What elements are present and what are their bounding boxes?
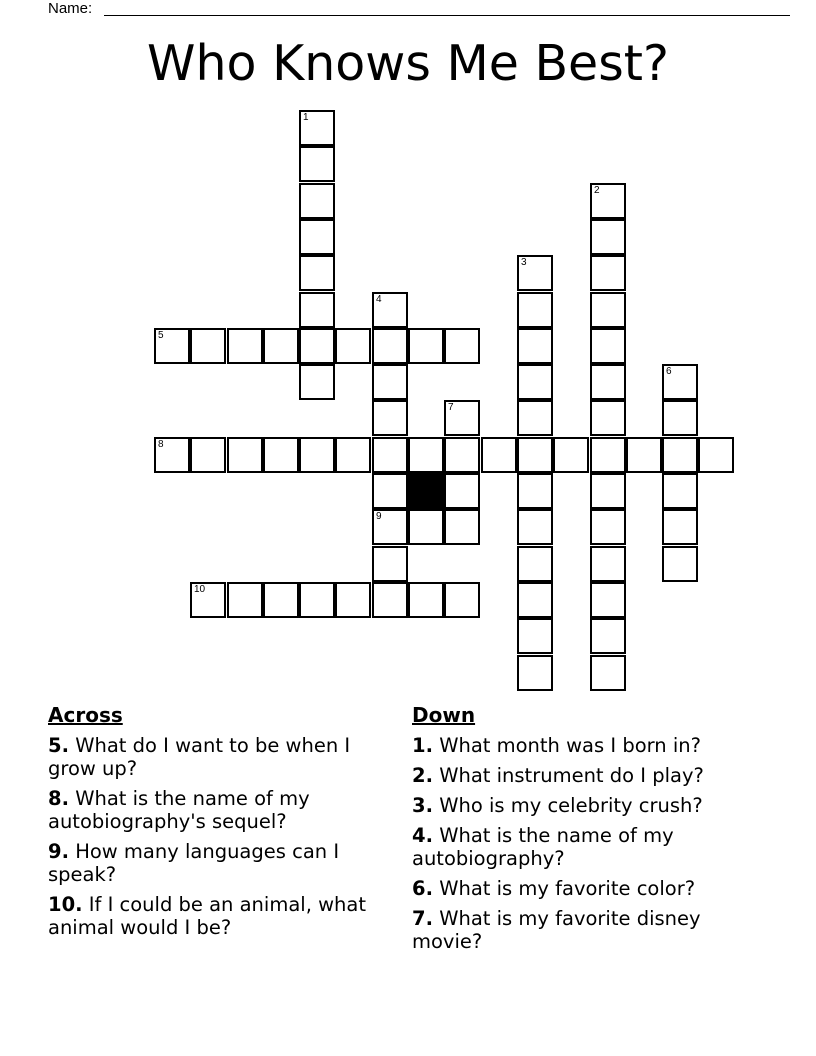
grid-cell[interactable] xyxy=(299,183,335,219)
grid-cell[interactable] xyxy=(517,582,553,618)
grid-cell[interactable] xyxy=(590,219,626,255)
clue-number: 3. xyxy=(412,794,433,817)
clue-text: What instrument do I play? xyxy=(439,764,704,787)
grid-cell[interactable] xyxy=(444,473,480,509)
clue-text: How many languages can I speak? xyxy=(48,840,340,886)
grid-cell[interactable] xyxy=(154,328,190,364)
clue-number: 8. xyxy=(48,787,69,810)
grid-cell[interactable] xyxy=(517,618,553,654)
grid-cell[interactable] xyxy=(263,328,299,364)
grid-cell[interactable] xyxy=(517,292,553,328)
grid-cell[interactable] xyxy=(408,509,444,545)
grid-cell[interactable] xyxy=(444,437,480,473)
clue-down-6 xyxy=(412,877,772,900)
page-title: Who Knows Me Best? xyxy=(147,35,669,92)
grid-cell[interactable] xyxy=(481,437,517,473)
across-clues xyxy=(48,702,388,946)
clue-number: 5. xyxy=(48,734,69,757)
grid-cell[interactable] xyxy=(408,582,444,618)
grid-cell[interactable] xyxy=(299,219,335,255)
grid-cell[interactable] xyxy=(263,582,299,618)
grid-cell[interactable] xyxy=(590,509,626,545)
grid-cell[interactable] xyxy=(335,437,371,473)
clue-down-2 xyxy=(412,764,772,787)
clue-down-3 xyxy=(412,794,772,817)
clue-across-9 xyxy=(48,840,388,886)
grid-cell[interactable] xyxy=(372,437,408,473)
grid-cell[interactable] xyxy=(590,183,626,219)
grid-cell[interactable] xyxy=(263,437,299,473)
cell-number: 5 xyxy=(158,330,164,341)
clue-across-5 xyxy=(48,734,388,780)
grid-cell[interactable] xyxy=(590,400,626,436)
clue-number: 10. xyxy=(48,893,83,916)
grid-cell[interactable] xyxy=(662,437,698,473)
grid-cell[interactable] xyxy=(372,473,408,509)
clue-text: If I could be an animal, what animal would I be? xyxy=(48,893,366,939)
grid-cell[interactable] xyxy=(372,328,408,364)
grid-cell[interactable] xyxy=(517,255,553,291)
clue-text: What is my favorite color? xyxy=(439,877,696,900)
grid-cell[interactable] xyxy=(227,437,263,473)
grid-cell[interactable] xyxy=(590,473,626,509)
grid-cell[interactable] xyxy=(553,437,589,473)
clue-number: 9. xyxy=(48,840,69,863)
grid-cell[interactable] xyxy=(190,582,226,618)
grid-cell[interactable] xyxy=(517,655,553,691)
grid-cell[interactable] xyxy=(698,437,734,473)
grid-cell[interactable] xyxy=(517,364,553,400)
grid-cell[interactable] xyxy=(662,364,698,400)
grid-cell[interactable] xyxy=(299,582,335,618)
clue-number: 4. xyxy=(412,824,433,847)
clue-down-7 xyxy=(412,907,772,953)
clue-across-8 xyxy=(48,787,388,833)
clue-text: Who is my celebrity crush? xyxy=(439,794,703,817)
grid-cell[interactable] xyxy=(662,400,698,436)
down-clue-list xyxy=(412,734,772,953)
grid-cell[interactable] xyxy=(408,437,444,473)
grid-cell[interactable] xyxy=(372,509,408,545)
cell-number: 9 xyxy=(376,511,382,522)
grid-cell[interactable] xyxy=(590,364,626,400)
grid-cell[interactable] xyxy=(590,655,626,691)
clue-text: What is the name of my autobiography? xyxy=(412,824,674,870)
clue-text: What month was I born in? xyxy=(439,734,701,757)
grid-cell[interactable] xyxy=(299,364,335,400)
cell-number: 2 xyxy=(594,185,600,196)
grid-cell[interactable] xyxy=(590,328,626,364)
grid-cell[interactable] xyxy=(626,437,662,473)
grid-cell[interactable] xyxy=(227,328,263,364)
grid-cell[interactable] xyxy=(190,328,226,364)
grid-cell[interactable] xyxy=(590,582,626,618)
grid-cell[interactable] xyxy=(590,546,626,582)
clue-number: 7. xyxy=(412,907,433,930)
name-label: Name: xyxy=(48,0,93,17)
grid-cell[interactable] xyxy=(517,509,553,545)
cell-number: 7 xyxy=(448,402,454,413)
grid-cell[interactable] xyxy=(662,509,698,545)
clue-text: What is the name of my autobiography's sequel? xyxy=(48,787,310,833)
cell-number: 10 xyxy=(194,584,206,595)
cell-number: 3 xyxy=(521,257,527,268)
grid-cell[interactable] xyxy=(335,328,371,364)
grid-cell[interactable] xyxy=(190,437,226,473)
grid-cell[interactable] xyxy=(517,328,553,364)
grid-cell[interactable] xyxy=(154,437,190,473)
grid-cell[interactable] xyxy=(299,110,335,146)
grid-cell[interactable] xyxy=(335,582,371,618)
grid-cell[interactable] xyxy=(662,546,698,582)
cell-number: 6 xyxy=(666,366,672,377)
grid-cell[interactable] xyxy=(408,328,444,364)
down-clues xyxy=(412,702,772,960)
clue-number: 2. xyxy=(412,764,433,787)
across-clue-list xyxy=(48,734,388,939)
grid-cell[interactable] xyxy=(517,400,553,436)
grid-cell[interactable] xyxy=(590,437,626,473)
grid-cell[interactable] xyxy=(372,546,408,582)
cell-number: 8 xyxy=(158,439,164,450)
across-heading: Across xyxy=(48,703,123,727)
grid-cell[interactable] xyxy=(444,328,480,364)
grid-cell[interactable] xyxy=(372,400,408,436)
grid-cell[interactable] xyxy=(372,364,408,400)
grid-cell[interactable] xyxy=(517,437,553,473)
grid-cell[interactable] xyxy=(444,582,480,618)
grid-cell[interactable] xyxy=(444,400,480,436)
grid-cell[interactable] xyxy=(227,582,263,618)
down-heading: Down xyxy=(412,703,476,727)
clue-across-10 xyxy=(48,893,388,939)
cell-number: 4 xyxy=(376,294,382,305)
grid-cell[interactable] xyxy=(299,292,335,328)
clue-text: What is my favorite disney movie? xyxy=(412,907,701,953)
grid-cell[interactable] xyxy=(372,582,408,618)
grid-cell[interactable] xyxy=(590,618,626,654)
black-cell xyxy=(408,473,444,509)
clue-number: 6. xyxy=(412,877,433,900)
clue-down-1 xyxy=(412,734,772,757)
grid-cell[interactable] xyxy=(299,146,335,182)
grid-cell[interactable] xyxy=(299,255,335,291)
clue-number: 1. xyxy=(412,734,433,757)
clue-down-4 xyxy=(412,824,772,870)
grid-cell[interactable] xyxy=(517,473,553,509)
grid-cell[interactable] xyxy=(662,473,698,509)
grid-cell[interactable] xyxy=(372,292,408,328)
grid-cell[interactable] xyxy=(590,292,626,328)
grid-cell[interactable] xyxy=(517,546,553,582)
grid-cell[interactable] xyxy=(299,328,335,364)
grid-cell[interactable] xyxy=(590,255,626,291)
grid-cell[interactable] xyxy=(444,509,480,545)
clue-text: What do I want to be when I grow up? xyxy=(48,734,351,780)
grid-cell[interactable] xyxy=(299,437,335,473)
cell-number: 1 xyxy=(303,112,309,123)
